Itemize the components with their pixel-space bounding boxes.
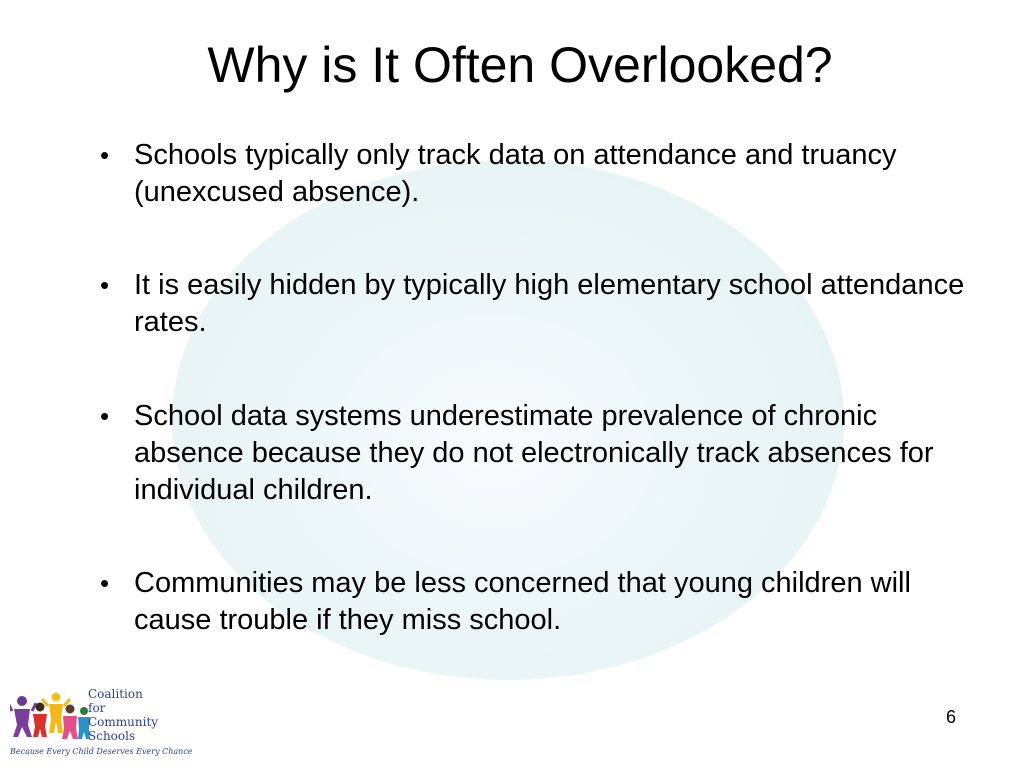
page-number: 6 [946, 707, 957, 727]
bullet-item [96, 398, 976, 509]
logo-line-1: Coalition [88, 687, 143, 701]
children-figures-icon [10, 689, 92, 741]
bullet-text: Communities may be less concerned that young children will cause trouble if they miss school. [134, 567, 911, 636]
bullet-text: It is easily hidden by typically high elementary school attendance rates. [134, 269, 965, 338]
logo-tagline: Because Every Child Deserves Every Chance [10, 747, 193, 756]
slide-title: Why is It Often Overlooked? [207, 37, 833, 93]
logo-line-4: Schools [88, 729, 136, 743]
bullet-list [96, 137, 976, 696]
bullet-icon: • [100, 270, 110, 300]
bullet-icon: • [100, 140, 110, 170]
bullet-item [96, 565, 976, 639]
bullet-item [96, 267, 976, 341]
coalition-logo [10, 687, 193, 763]
bullet-icon: • [100, 568, 110, 598]
logo-line-2: for [88, 701, 106, 715]
bullet-item [96, 137, 976, 211]
bullet-text: Schools typically only track data on attendance and truancy (unexcused absence). [134, 139, 897, 208]
bullet-text: School data systems underestimate prevalence of chronic absence because they do not electronically track absences for individual children. [134, 400, 934, 506]
logo-line-3: Community [88, 715, 159, 729]
bullet-icon: • [100, 401, 110, 431]
logo-wordmark [88, 687, 168, 743]
